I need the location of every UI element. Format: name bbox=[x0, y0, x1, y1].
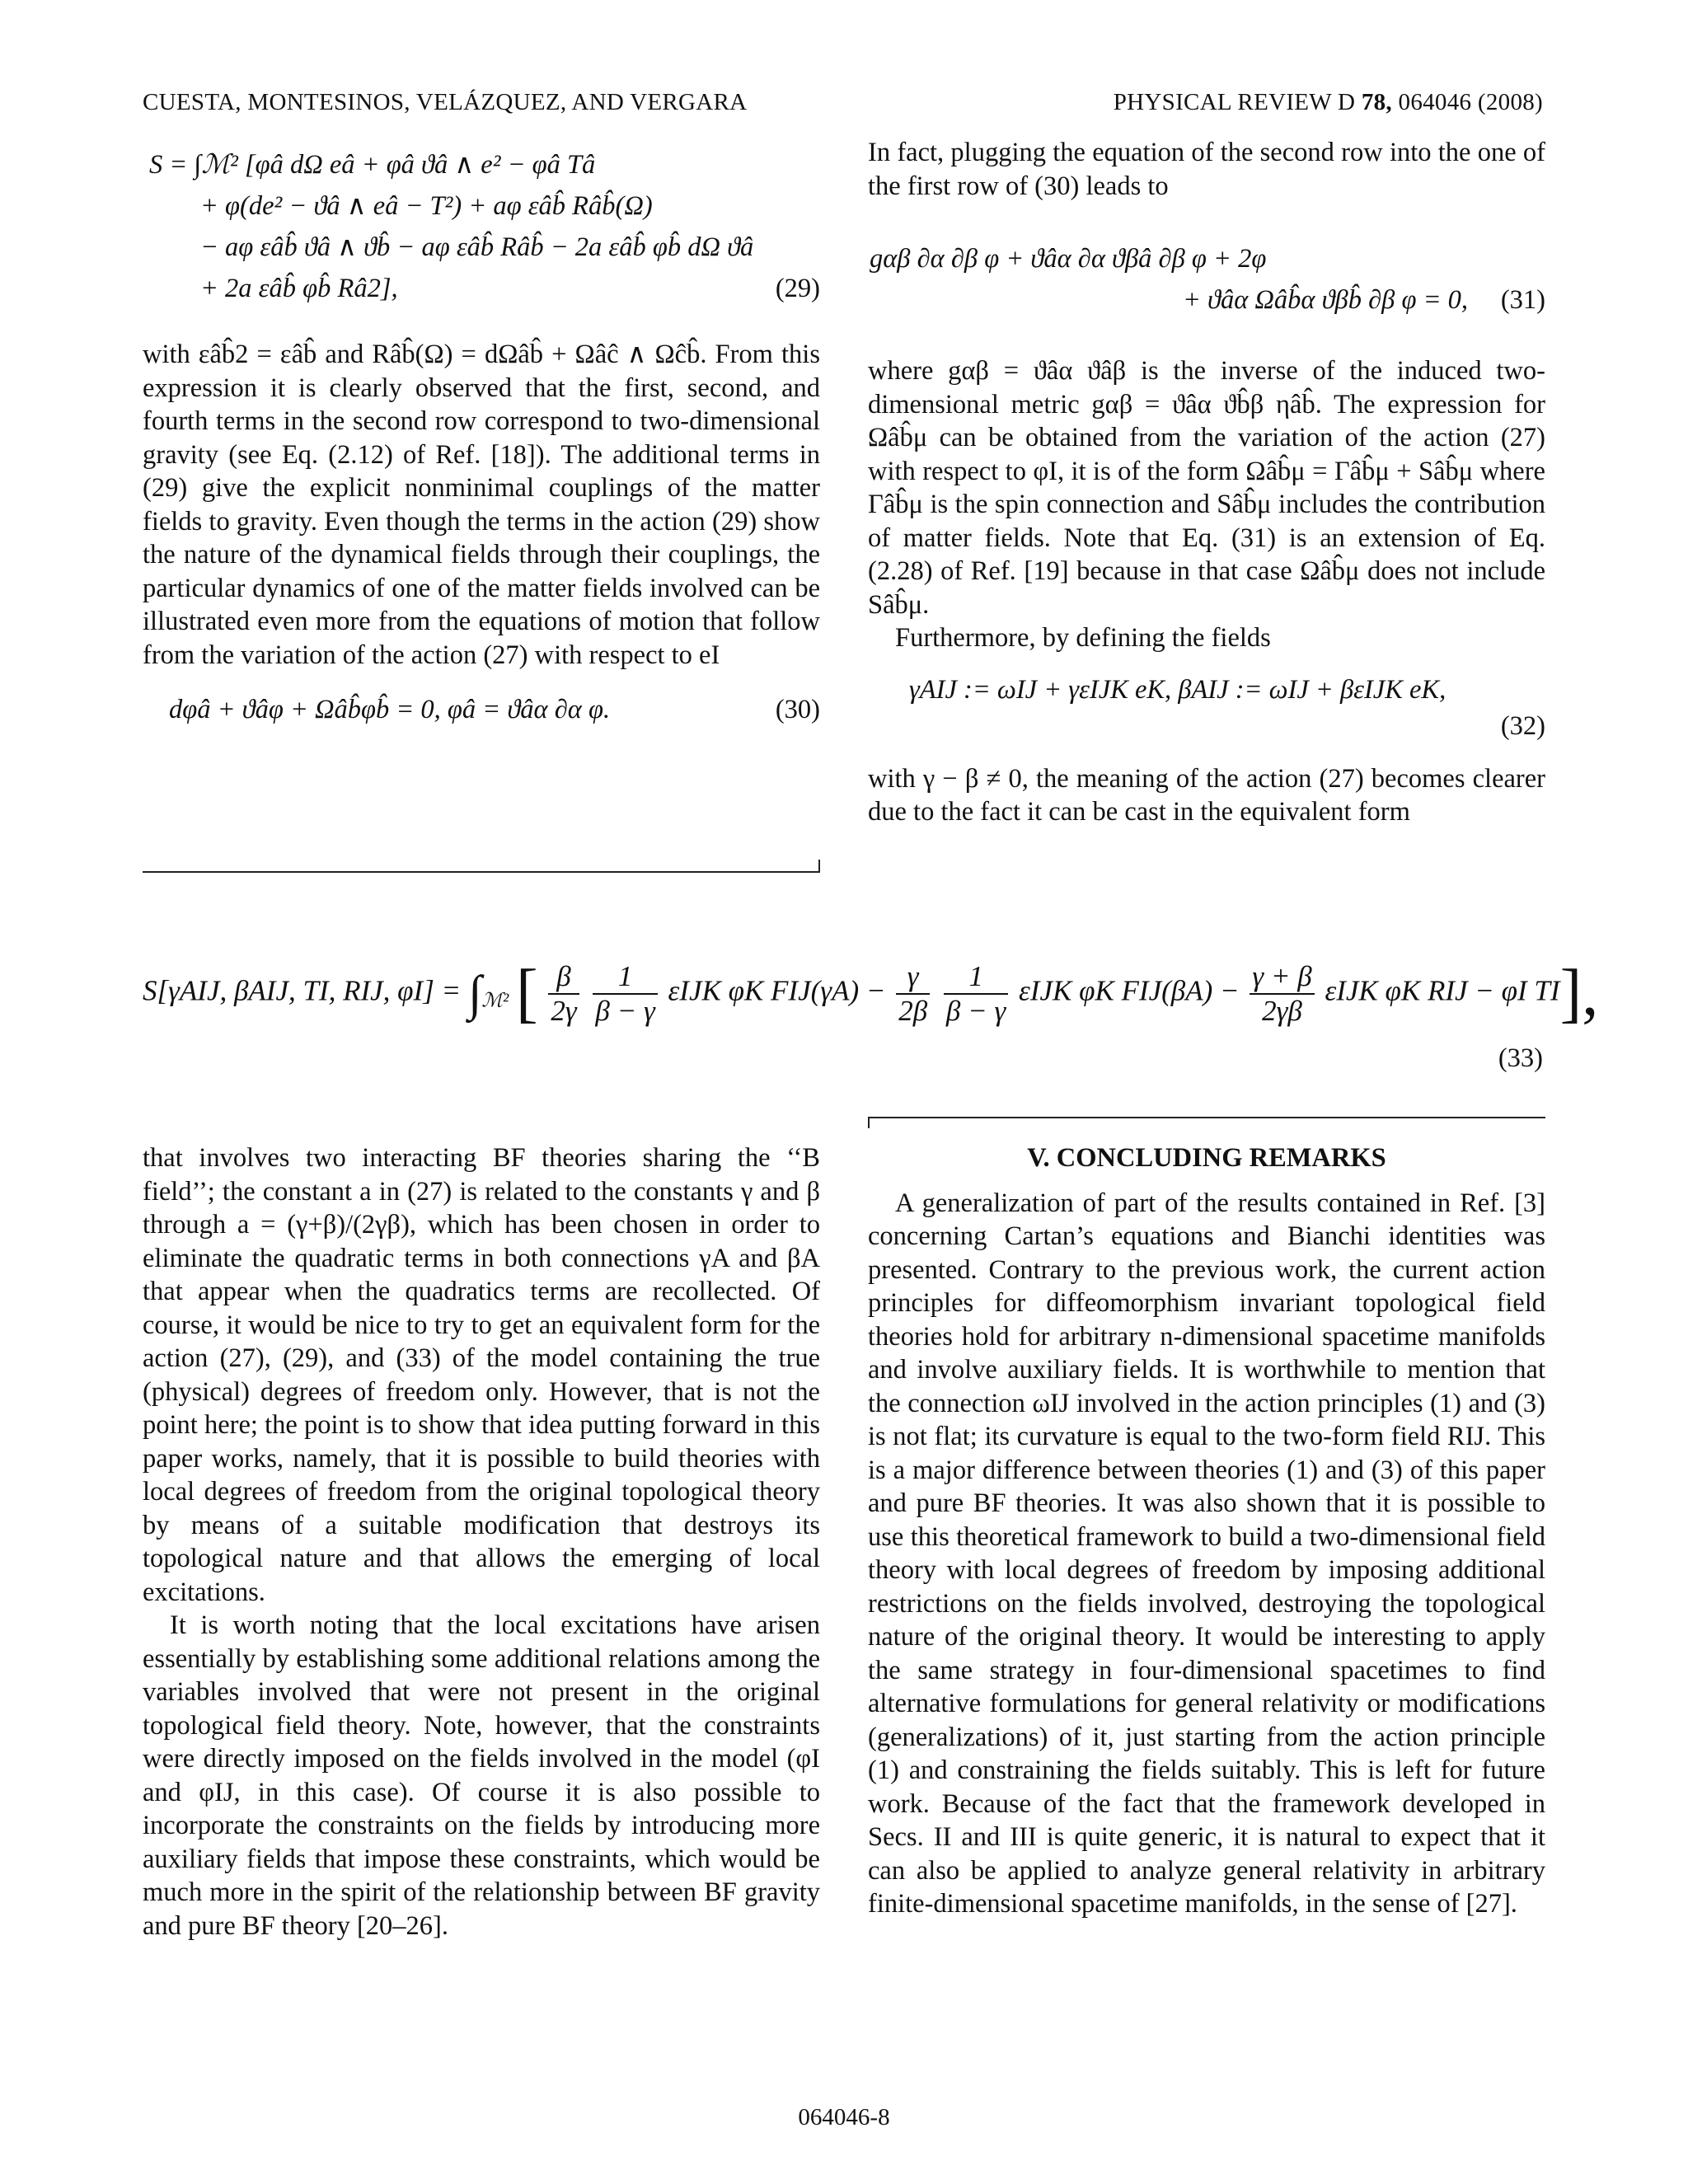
paragraph-defining-fields: Furthermore, by defining the fields bbox=[895, 623, 1271, 653]
integral-sign: ∫ bbox=[467, 966, 482, 1020]
integral-domain: ℳ² bbox=[481, 990, 509, 1012]
left-bracket: [ bbox=[515, 957, 538, 1029]
right-column-bottom bbox=[868, 1141, 1545, 1921]
eq33-term-1: εIJK φK FIJ(γA) − bbox=[668, 974, 886, 1007]
left-column-bottom bbox=[143, 1141, 820, 1943]
eq33-term-3: εIJK φK RIJ − φI TI bbox=[1325, 974, 1560, 1007]
journal-name: PHYSICAL REVIEW D bbox=[1113, 89, 1356, 115]
page-number: 064046-8 bbox=[798, 2104, 890, 2130]
eq29-line-4: + 2a εâb̂ φb̂ Râ2], (29) bbox=[200, 272, 820, 320]
eq29-line-2: + φ(de² − ϑâ ∧ eâ − T²) + aφ εâb̂ Râb̂(Ω) bbox=[200, 191, 653, 221]
eq29-line-3: − aφ εâb̂ ϑâ ∧ ϑb̂ − aφ εâb̂ Râb̂ − 2a εâb̂ φb̂ dΩ ϑâ bbox=[200, 232, 754, 262]
paragraph-local-excitations: It is worth noting that the local excitations have arisen essentially by establishing some additional relations among the variables involved that were not present in the original topological field theory. Note, however, that the constraints were directly imposed on the fields involved in the model (φI and φIJ, in this case). Of course it is also possible to incorporate the constraints on the fields by introducing more auxiliary fields that impose these constraints, which would be much more in the spirit of the relationship between BF gravity and pure BF theory [20–26]. bbox=[143, 1610, 820, 1941]
eq29-number: (29) bbox=[775, 274, 820, 303]
eq30: dφâ + ϑâφ + Ωâb̂φb̂ = 0, φâ = ϑâα ∂α φ. (30) bbox=[169, 693, 820, 734]
eq33-term-2: εIJK φK FIJ(βA) − bbox=[1019, 974, 1240, 1007]
fraction-1-over-beta-minus-gamma-2: $\frac{1}{\beta - \gamma}$ bbox=[944, 960, 1008, 1028]
paragraph-two-bf-theories: that involves two interacting BF theories sharing the ‘‘B field’’; the constant a in (27) is related to the constants γ and β through a = (γ+β)/(2γβ), which has been chosen in order to eliminate the quadratic terms in both connections γA and βA that appear when the quadratics terms are recollected. Of course, it would be nice to try to get an equivalent form for the action (27), (29), and (33) of the model containing the true (physical) degrees of freedom only. However, that is not the point here; the point is to show that idea putting forward in this paper works, namely, that it is possible to build theories with local degrees of freedom from the original topological theory by means of a suitable modification that destroys its topological nature and that allows the emerging of local excitations. bbox=[143, 1143, 820, 1607]
paragraph-inverse-metric: where gαβ = ϑâα ϑâβ is the inverse of the induced two-dimensional metric gαβ = ϑâα ϑb̂β ηâb̂. The expression for Ωâb̂μ can be obtained from the variation of the action (27) with respect to φI, it is of the form Ωâb̂μ = Γâb̂μ + Sâb̂μ where Γâb̂μ is the spin connection and Sâb̂μ includes the contribution of matter fields. Note that Eq. (31) is an extension of Eq. (2.28) of Ref. [19] because in that case Ωâb̂μ does not include Sâb̂μ. bbox=[868, 356, 1545, 620]
eq32-number: (32) bbox=[1500, 710, 1545, 741]
fraction-gamma-over-2beta: $\frac{\gamma}{2\beta}$ bbox=[896, 960, 930, 1028]
section-title: V. CONCLUDING REMARKS bbox=[1027, 1143, 1386, 1173]
eq33-number: (33) bbox=[1498, 1043, 1543, 1073]
paragraph-equivalent-form: with γ − β ≠ 0, the meaning of the action (27) becomes clearer due to the fact it can be cast in the equivalent form bbox=[868, 763, 1545, 827]
article-id: 064046 (2008) bbox=[1398, 89, 1543, 115]
fraction-beta-over-2gamma: $\frac{\beta}{2\gamma}$ bbox=[548, 960, 579, 1028]
eq30-number: (30) bbox=[775, 695, 820, 724]
column-end-rule-left bbox=[143, 871, 820, 873]
eq29-line-1: S = ∫ℳ² [φâ dΩ eâ + φâ ϑâ ∧ e² − φâ Tâ bbox=[149, 150, 596, 180]
paragraph-in-fact: In fact, plugging the equation of the second row into the one of the first row of (30) leads to bbox=[868, 138, 1545, 201]
right-column-top bbox=[868, 136, 1545, 829]
eq31-line-1: gαβ ∂α ∂β φ + ϑâα ∂α ϑβâ ∂β φ + 2φ bbox=[870, 244, 1267, 274]
paragraph-concluding: A generalization of part of the results contained in Ref. [3] concerning Cartan’s equations and Bianchi identities was presented. Contrary to the previous work, the current action principles for diffeomorphism invariant topological field theories hold for arbitrary n-dimensional spacetime manifolds and involve auxiliary fields. It is worthwhile to mention that the connection ωIJ involved in the action principles (1) and (3) is not flat; its curvature is equal to the two-form field RIJ. This is a major difference between theories (1) and (3) of this paper and pure BF theories. It was also shown that it is possible to use this theoretical framework to build a two-dimensional field theory with local degrees of freedom by imposing additional restrictions on the fields involved, destroying the topological nature of the original theory. It would be interesting to apply the same strategy in four-dimensional spacetimes to find alternative formulations for general relativity or modifications (generalizations) of it, just starting from the action principle (1) and constraining the fields suitably. This is left for future work. Because of the fact that the framework developed in Secs. II and III is quite generic, it is natural to expect that it can also be applied to analyze general relativity in arbitrary finite-dimensional spacetime manifolds, in the sense of [27]. bbox=[868, 1188, 1545, 1919]
journal-volume: 78, bbox=[1361, 89, 1392, 115]
fraction-gamma-plus-beta: $\frac{\gamma + \beta}{2\gamma\beta}$ bbox=[1250, 960, 1314, 1028]
running-head-authors: CUESTA, MONTESINOS, VELÁZQUEZ, AND VERGARA bbox=[143, 89, 748, 115]
eq33-lhs: S[γAIJ, βAIJ, TI, RIJ, φI] = bbox=[143, 974, 462, 1007]
right-bracket: ], bbox=[1559, 957, 1599, 1029]
fraction-1-over-beta-minus-gamma: $\frac{1}{\beta - \gamma}$ bbox=[593, 960, 657, 1028]
eq32: γAIJ := ωIJ + γεIJK eK, βAIJ := ωIJ + βεIJK eK, bbox=[909, 674, 1447, 705]
paragraph-after-eq29: with εâb̂2 = εâb̂ and Râb̂(Ω) = dΩâb̂ + Ωâĉ ∧ Ωĉb̂. From this expression it is clearly observed that the first, second, and fourth terms in the second row correspond to two-dimensional gravity (see Eq. (2.12) of Ref. [18]). The additional terms in (29) give the explicit nonminimal couplings of the matter fields to gravity. Even though the terms in the action (29) show the nature of the dynamical fields through their couplings, the particular dynamics of one of the matter fields involved can be illustrated even more from the equations of motion that follow from the variation of the action (27) with respect to eI bbox=[143, 340, 820, 670]
eq33 bbox=[143, 956, 1599, 1031]
column-start-tick-right bbox=[868, 1117, 870, 1128]
column-start-rule-right bbox=[868, 1117, 1545, 1118]
column-end-tick-left bbox=[818, 860, 820, 871]
eq31-number: (31) bbox=[1500, 285, 1545, 315]
eq31-line-2: + ϑâα Ωâb̂α ϑβb̂ ∂β φ = 0, (31) bbox=[868, 284, 1545, 331]
running-head-journal bbox=[1114, 89, 1543, 116]
left-column-top bbox=[143, 148, 820, 734]
